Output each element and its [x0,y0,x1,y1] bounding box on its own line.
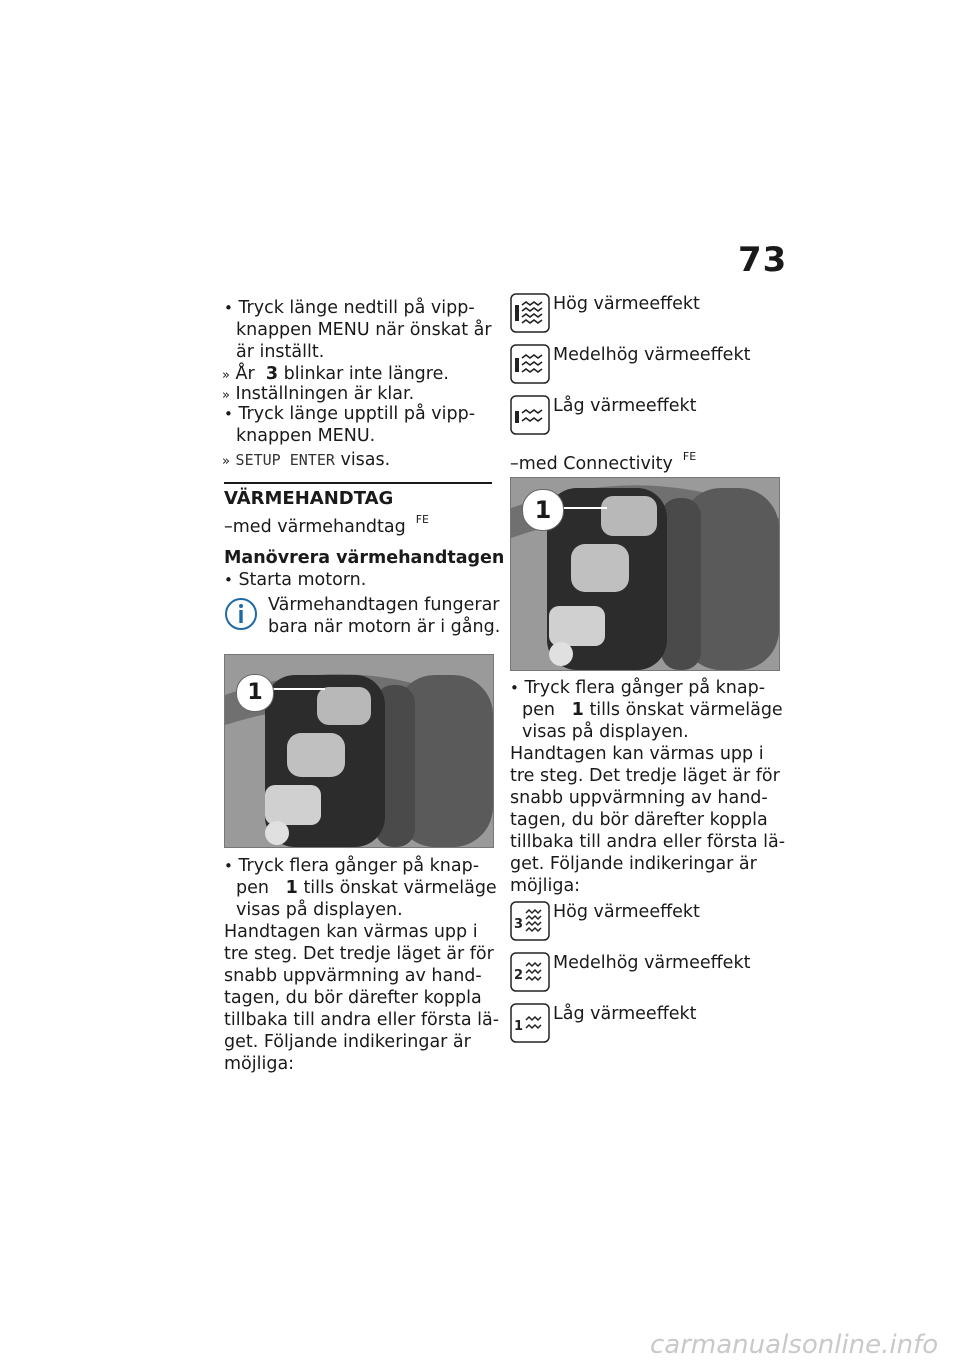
heat-high-label: Hög värmeeffekt [553,294,700,314]
svg-text:1: 1 [514,1019,524,1034]
para-line: snabb uppvärmning av hand- [510,788,768,808]
heat-level-3-icon [510,901,550,941]
para-line: tre steg. Det tredje läget är för [224,944,494,964]
heat-level-1-label: Låg värmeeffekt [553,1004,697,1024]
para-line: tillbaka till andra eller första lä- [224,1010,500,1030]
para-line: tagen, du bör därefter koppla [510,810,768,830]
figure-callout: 1 [522,489,564,531]
section-rule [224,482,492,484]
option-line: –med värmehandtag $^{FE}$ [224,513,430,537]
note-line: bara när motorn är i gång. [268,617,501,637]
para-line: Handtagen kan värmas upp i [224,922,478,942]
heat-medium-high-icon [510,344,550,384]
text-line: pen 1 tills önskat värmeläge [236,878,497,898]
heat-low-icon [510,395,550,435]
para-line: möjliga: [224,1054,295,1074]
bullet-step-1: • Tryck länge nedtill på vipp- [224,298,475,318]
heat-high-icon [510,293,550,333]
text-line: är inställt. [236,342,325,362]
svg-text:3: 3 [514,917,524,932]
bullet-step-2: • Tryck länge upptill på vipp- [224,404,476,424]
para-line: Handtagen kan värmas upp i [510,744,764,764]
text-line: knappen MENU när önskat år [236,320,492,340]
text-line: pen 1 tills önskat värmeläge [522,700,783,720]
option-line: –med Connectivity $^{FE}$ [510,450,697,474]
note-line: Värmehandtagen fungerar [268,595,500,615]
result-line: » Inställningen är klar. [222,384,415,404]
para-line: get. Följande indikeringar är [224,1032,471,1052]
svg-text:2: 2 [514,968,524,983]
figure-callout: 1 [236,674,274,712]
heat-low-label: Låg värmeeffekt [553,396,697,416]
subheading: Manövrera värmehandtagen [224,548,505,568]
bullet-step-5: • Tryck flera gånger på knap- [510,678,766,698]
heat-level-1-icon [510,1003,550,1043]
para-line: snabb uppvärmning av hand- [224,966,482,986]
result-line: » SETUP ENTER visas. [222,450,391,470]
para-line: get. Följande indikeringar är [510,854,757,874]
text-line: knappen MENU. [236,426,376,446]
footer-watermark: carmanualsonline.info [650,1330,939,1360]
heat-level-2-label: Medelhög värmeeffekt [553,953,751,973]
heat-medium-high-label: Medelhög värmeeffekt [553,345,751,365]
bullet-step-3: • Starta motorn. [224,570,367,590]
bullet-step-4: • Tryck flera gånger på knap- [224,856,480,876]
para-line: tillbaka till andra eller första lä- [510,832,786,852]
section-heading: VÄRMEHANDTAG [224,488,394,509]
result-line: » År 3 blinkar inte längre. [222,364,449,384]
heat-level-2-icon [510,952,550,992]
para-line: möjliga: [510,876,581,896]
text-line: visas på displayen. [236,900,403,920]
text-line: visas på displayen. [522,722,689,742]
para-line: tre steg. Det tredje läget är för [510,766,780,786]
info-icon [224,597,258,631]
heat-level-3-label: Hög värmeeffekt [553,902,700,922]
para-line: tagen, du bör därefter koppla [224,988,482,1008]
page-number: 73 [738,240,788,280]
